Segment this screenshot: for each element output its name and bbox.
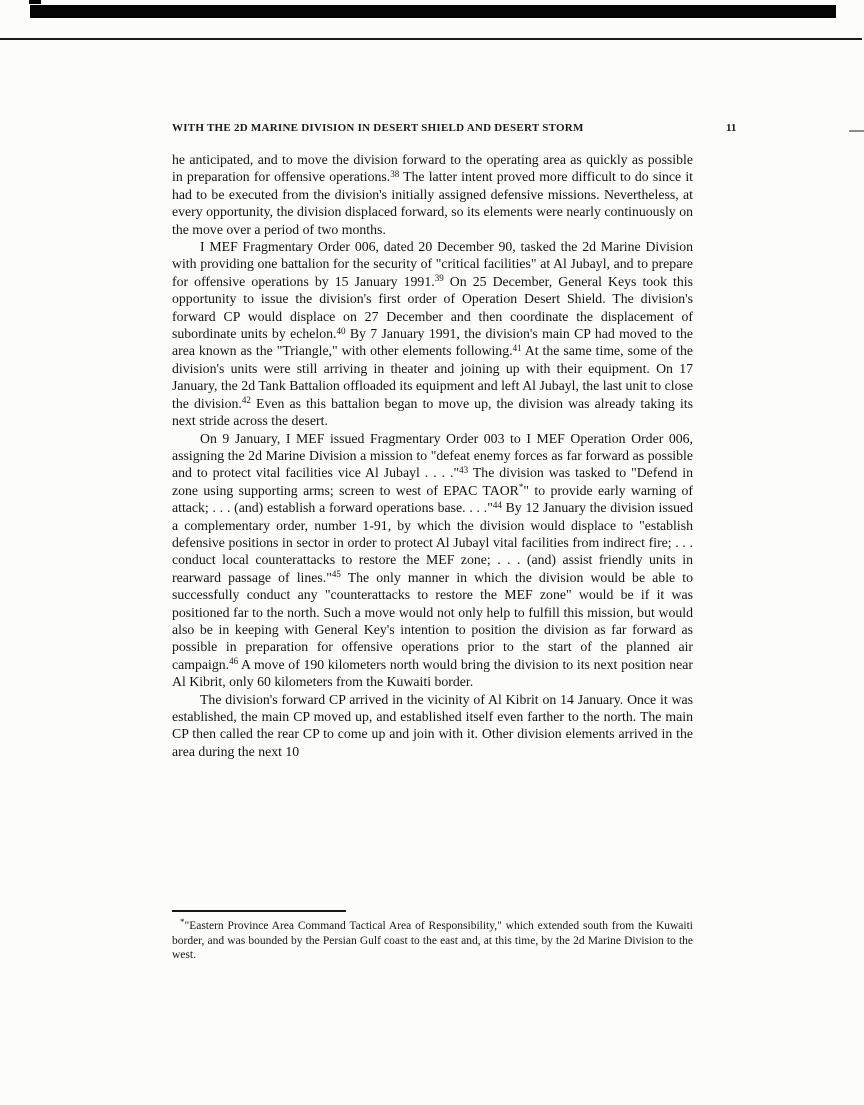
paragraph: The division's forward CP arrived in the vicinity of Al Kibrit on 14 January. Once it was established, the main CP moved up, and established itself even farther to the north. The main CP then called the rear CP to come up and join with it. Other division elements arrived in the area during the next 10 [172, 691, 693, 759]
footnote-marker: 42 [241, 395, 251, 406]
footnote-marker: * [180, 916, 185, 927]
footnote-marker: 43 [459, 464, 469, 475]
footnote-marker: 41 [512, 342, 522, 353]
footnote-marker: 38 [390, 168, 400, 179]
paragraph: I MEF Fragmentary Order 006, dated 20 December 90, tasked the 2d Marine Division with providing one battalion for the security of "critical facilities" at Al Jubayl, and to prepare for offensive operations by 15 January 1991.39 On 25 December, General Keys took this opportunity to issue the division's first order of Operation Desert Shield. The division's forward CP would displace on 27 December and then coordinate the displacement of subordinate units by echelon.$^{40}$ By 7 January 1991, the division's main CP had moved to the area known as the "Triangle," with other elements following.$^{41}$ At the same time, some of the division's units were still arriving in theater and joining up with their equipment. On 17 January, the 2d Tank Battalion offloaded its equipment and left Al Jubayl, the last unit to close the division.$^{42}$ Even as this battalion began to move up, the division was already taking its next stride across the desert. [172, 239, 693, 429]
footnote-rule [172, 910, 346, 912]
page-number: 11 [726, 122, 737, 134]
footnote: *"Eastern Province Area Command Tactical Area of Responsibility," which extended south from the Kuwaiti border, and was bounded by the Persian Gulf coast to the east and, at this time, by the 2d Marine Division to the west. [172, 916, 693, 962]
footnote-marker: 45 [331, 569, 341, 580]
scan-artifact-corner-mark [29, 0, 41, 4]
footnote-marker: 44 [492, 499, 502, 510]
scan-artifact-top-rule [0, 38, 862, 40]
paragraph: he anticipated, and to move the division forward to the operating area as quickly as possible in preparation for offensive operations.$^{38}$ The latter intent proved more difficult to do since it had to be executed from the division's initially assigned defensive missions. Nevertheless, at every opportunity, the division displaced forward, so its elements were nearly continuously on the move over a period of two months. [172, 152, 693, 237]
running-header-title: WITH THE 2D MARINE DIVISION IN DESERT SHIELD AND DESERT STORM [172, 122, 584, 134]
footnote-marker: 39 [434, 273, 444, 284]
scan-artifact-edge-dash [849, 130, 864, 132]
body-text [172, 151, 693, 760]
footnote-marker: * [518, 482, 524, 493]
running-header [172, 122, 738, 138]
footnote-marker: 40 [336, 325, 346, 336]
scan-artifact-top-bar [30, 5, 836, 18]
paragraph: On 9 January, I MEF issued Fragmentary Order 003 to I MEF Operation Order 006, assigning the 2d Marine Division a mission to "defeat enemy forces as far forward as possible and to protect vital facilities vice Al Jubayl . . . ."$^{43}$ The division was tasked to "Defend in zone using supporting arms; screen to west of EPAC TAOR*" to provide early warning of attack; . . . (and) establish a forward operations base. . . ."$^{44}$ By 12 January the division issued a complementary order, number 1-91, by which the division would displace to "establish defensive positions in sector in order to protect Al Jubayl vital facilities from indirect fire; . . . conduct local counterattacks to restore the MEF zone; . . . (and) assist friendly units in rearward passage of lines."$^{45}$ The only manner in which the division would be able to successfully conduct any "counterattacks to restore the MEF zone" would be if it was positioned far to the north. Such a move would not only help to fulfill this mission, but would also be in keeping with General Key's intention to position the division as far forward as possible in preparation for offensive operations prior to the start of the planned air campaign.$^{46}$ A move of 190 kilometers north would bring the division to its next position near Al Kibrit, only 60 kilometers from the Kuwaiti border. [172, 430, 694, 690]
footnote-marker: 46 [229, 656, 239, 667]
